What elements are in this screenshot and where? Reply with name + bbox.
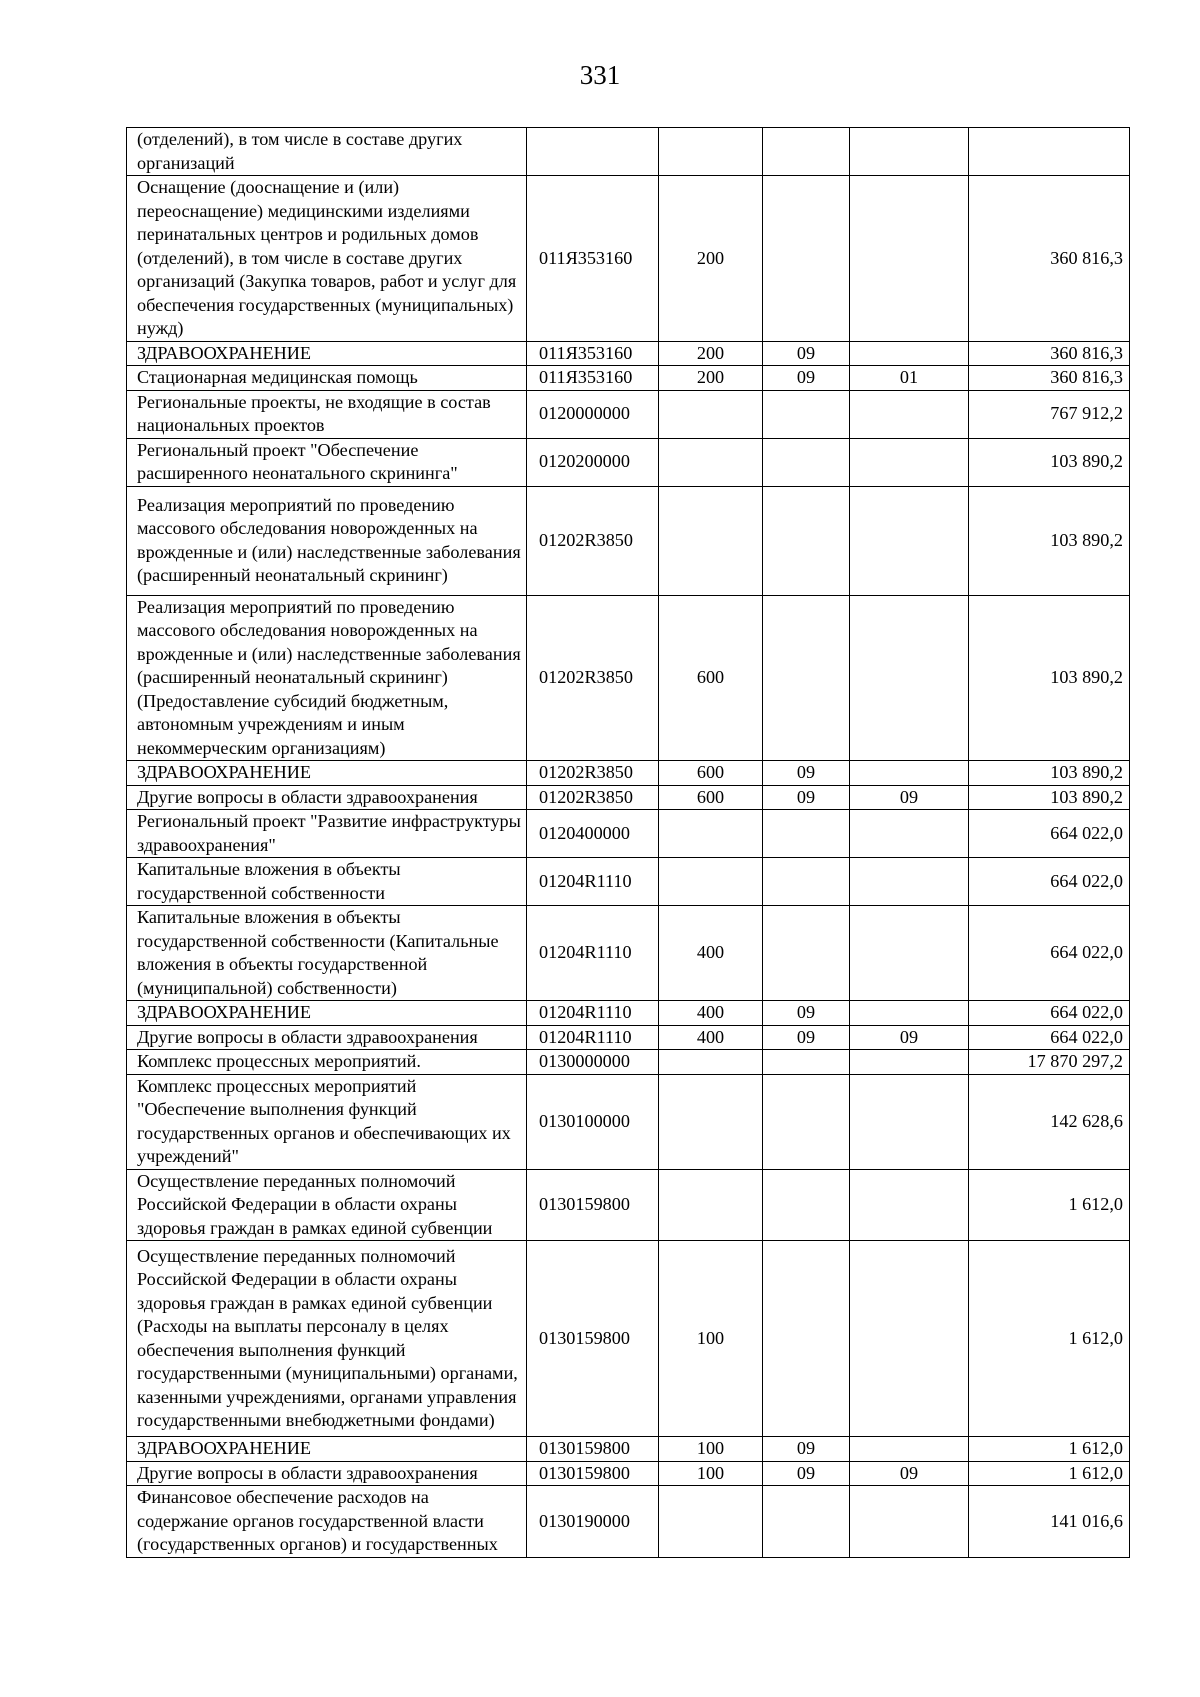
table-row [127, 1437, 1130, 1462]
cell-amount: 1 612,0 [969, 1461, 1130, 1486]
cell-section [763, 390, 850, 438]
cell-amount: 1 612,0 [969, 1169, 1130, 1241]
page-number: 331 [579, 60, 621, 90]
cell-expense-type: 600 [659, 595, 763, 761]
table-row [127, 1169, 1130, 1241]
cell-name: Другие вопросы в области здравоохранения [127, 1461, 527, 1486]
cell-amount: 141 016,6 [969, 1486, 1130, 1558]
cell-subsection [850, 486, 969, 595]
cell-subsection [850, 176, 969, 342]
cell-name: Региональные проекты, не входящие в состав национальных проектов [127, 390, 527, 438]
cell-section [763, 1486, 850, 1558]
cell-target-code: 01202R3850 [527, 595, 659, 761]
cell-target-code: 01202R3850 [527, 486, 659, 595]
cell-amount: 103 890,2 [969, 595, 1130, 761]
cell-name: ЗДРАВООХРАНЕНИЕ [127, 1001, 527, 1026]
cell-amount: 142 628,6 [969, 1074, 1130, 1169]
table-row [127, 785, 1130, 810]
table-row [127, 1001, 1130, 1026]
cell-subsection [850, 1437, 969, 1462]
cell-target-code: 0130159800 [527, 1241, 659, 1437]
cell-name: Другие вопросы в области здравоохранения [127, 785, 527, 810]
cell-amount: 103 890,2 [969, 438, 1130, 486]
cell-target-code: 0130000000 [527, 1050, 659, 1075]
cell-expense-type: 400 [659, 906, 763, 1001]
cell-expense-type: 100 [659, 1437, 763, 1462]
cell-name: Осуществление переданных полномочий Российской Федерации в области охраны здоровья граждан в рамках единой субвенции [127, 1169, 527, 1241]
table-row [127, 1461, 1130, 1486]
cell-subsection: 09 [850, 1461, 969, 1486]
cell-name: Региональный проект "Развитие инфраструктуры здравоохранения" [127, 810, 527, 858]
cell-name: ЗДРАВООХРАНЕНИЕ [127, 761, 527, 786]
cell-subsection: 01 [850, 366, 969, 391]
cell-section [763, 1169, 850, 1241]
cell-expense-type [659, 128, 763, 176]
cell-section [763, 486, 850, 595]
cell-subsection [850, 1001, 969, 1026]
cell-target-code: 01204R1110 [527, 906, 659, 1001]
cell-name: Финансовое обеспечение расходов на содержание органов государственной власти (государственных органов) и государственных [127, 1486, 527, 1558]
cell-expense-type: 600 [659, 785, 763, 810]
cell-amount: 664 022,0 [969, 858, 1130, 906]
cell-subsection [850, 341, 969, 366]
cell-amount: 360 816,3 [969, 341, 1130, 366]
cell-target-code: 01204R1110 [527, 1001, 659, 1026]
table-row [127, 761, 1130, 786]
cell-expense-type: 400 [659, 1025, 763, 1050]
cell-target-code: 01204R1110 [527, 1025, 659, 1050]
cell-target-code: 0130100000 [527, 1074, 659, 1169]
cell-name: Капитальные вложения в объекты государственной собственности (Капитальные вложения в объекты государственной (муниципальной) собственности) [127, 906, 527, 1001]
cell-subsection [850, 438, 969, 486]
table-row [127, 1025, 1130, 1050]
cell-section: 09 [763, 341, 850, 366]
cell-target-code: 0120000000 [527, 390, 659, 438]
cell-expense-type: 400 [659, 1001, 763, 1026]
cell-section [763, 1074, 850, 1169]
cell-amount: 103 890,2 [969, 486, 1130, 595]
cell-name: ЗДРАВООХРАНЕНИЕ [127, 1437, 527, 1462]
cell-expense-type [659, 390, 763, 438]
table-row [127, 366, 1130, 391]
cell-section: 09 [763, 1437, 850, 1462]
cell-expense-type [659, 810, 763, 858]
cell-section [763, 128, 850, 176]
cell-amount: 664 022,0 [969, 1025, 1130, 1050]
cell-expense-type: 100 [659, 1461, 763, 1486]
cell-expense-type: 600 [659, 761, 763, 786]
table-row [127, 390, 1130, 438]
cell-subsection [850, 390, 969, 438]
cell-expense-type: 200 [659, 366, 763, 391]
cell-name: Стационарная медицинская помощь [127, 366, 527, 391]
cell-subsection: 09 [850, 1025, 969, 1050]
cell-subsection [850, 1169, 969, 1241]
cell-section [763, 438, 850, 486]
cell-target-code: 0120400000 [527, 810, 659, 858]
cell-subsection [850, 1241, 969, 1437]
table-row [127, 810, 1130, 858]
table-row [127, 486, 1130, 595]
cell-target-code: 011Я353160 [527, 341, 659, 366]
cell-target-code [527, 128, 659, 176]
cell-amount: 17 870 297,2 [969, 1050, 1130, 1075]
cell-section [763, 176, 850, 342]
cell-expense-type [659, 438, 763, 486]
cell-amount: 360 816,3 [969, 176, 1130, 342]
cell-section [763, 906, 850, 1001]
cell-target-code: 0130159800 [527, 1437, 659, 1462]
cell-subsection [850, 761, 969, 786]
cell-section: 09 [763, 366, 850, 391]
cell-amount: 1 612,0 [969, 1241, 1130, 1437]
cell-target-code: 011Я353160 [527, 176, 659, 342]
table-row [127, 438, 1130, 486]
cell-expense-type [659, 1050, 763, 1075]
table-row [127, 858, 1130, 906]
cell-target-code: 01202R3850 [527, 761, 659, 786]
cell-name: Реализация мероприятий по проведению массового обследования новорожденных на врожденные и (или) наследственные заболевания (расширенный неонатальный скрининг) (Предоставление субсидий бюджетным, автономным учреждениям и иным некоммерческим организациям) [127, 595, 527, 761]
cell-amount: 103 890,2 [969, 761, 1130, 786]
cell-subsection [850, 595, 969, 761]
cell-name: Оснащение (дооснащение и (или) переоснащение) медицинскими изделиями перинатальных центров и родильных домов (отделений), в том числе в составе других организаций (Закупка товаров, работ и услуг для обеспечения государственных (муниципальных) нужд) [127, 176, 527, 342]
cell-target-code: 0130190000 [527, 1486, 659, 1558]
cell-expense-type: 200 [659, 341, 763, 366]
cell-section: 09 [763, 785, 850, 810]
cell-subsection [850, 1050, 969, 1075]
cell-name: Осуществление переданных полномочий Российской Федерации в области охраны здоровья граждан в рамках единой субвенции (Расходы на выплаты персоналу в целях обеспечения выполнения функций государственными (муниципальными) органами, казенными учреждениями, органами управления государственными внебюджетными фондами) [127, 1241, 527, 1437]
cell-subsection [850, 906, 969, 1001]
table-row [127, 1074, 1130, 1169]
cell-amount: 103 890,2 [969, 785, 1130, 810]
cell-expense-type: 200 [659, 176, 763, 342]
cell-target-code: 0120200000 [527, 438, 659, 486]
cell-section [763, 858, 850, 906]
cell-target-code: 0130159800 [527, 1169, 659, 1241]
cell-target-code: 01204R1110 [527, 858, 659, 906]
cell-target-code: 0130159800 [527, 1461, 659, 1486]
cell-section: 09 [763, 1461, 850, 1486]
table-row [127, 906, 1130, 1001]
cell-name: Региональный проект "Обеспечение расширенного неонатального скрининга" [127, 438, 527, 486]
table-row [127, 176, 1130, 342]
budget-table [126, 127, 1130, 1558]
table-row [127, 128, 1130, 176]
table-row [127, 1241, 1130, 1437]
cell-subsection [850, 128, 969, 176]
cell-amount: 664 022,0 [969, 906, 1130, 1001]
cell-section [763, 810, 850, 858]
cell-section: 09 [763, 1001, 850, 1026]
cell-name: Комплекс процессных мероприятий "Обеспечение выполнения функций государственных органов и обеспечивающих их учреждений" [127, 1074, 527, 1169]
cell-section [763, 1241, 850, 1437]
cell-expense-type [659, 486, 763, 595]
cell-subsection [850, 810, 969, 858]
cell-amount: 360 816,3 [969, 366, 1130, 391]
table-row [127, 595, 1130, 761]
cell-name: ЗДРАВООХРАНЕНИЕ [127, 341, 527, 366]
cell-name: Другие вопросы в области здравоохранения [127, 1025, 527, 1050]
cell-target-code: 01202R3850 [527, 785, 659, 810]
cell-amount [969, 128, 1130, 176]
cell-amount: 664 022,0 [969, 810, 1130, 858]
cell-subsection [850, 1486, 969, 1558]
cell-subsection [850, 1074, 969, 1169]
cell-name: (отделений), в том числе в составе других организаций [127, 128, 527, 176]
cell-expense-type: 100 [659, 1241, 763, 1437]
cell-name: Комплекс процессных мероприятий. [127, 1050, 527, 1075]
cell-section: 09 [763, 761, 850, 786]
cell-expense-type [659, 858, 763, 906]
cell-name: Реализация мероприятий по проведению массового обследования новорожденных на врожденные и (или) наследственные заболевания (расширенный неонатальный скрининг) [127, 486, 527, 595]
table-row [127, 341, 1130, 366]
table-row [127, 1486, 1130, 1558]
cell-amount: 767 912,2 [969, 390, 1130, 438]
cell-amount: 1 612,0 [969, 1437, 1130, 1462]
cell-expense-type [659, 1169, 763, 1241]
cell-expense-type [659, 1074, 763, 1169]
cell-expense-type [659, 1486, 763, 1558]
cell-amount: 664 022,0 [969, 1001, 1130, 1026]
cell-target-code: 011Я353160 [527, 366, 659, 391]
cell-section [763, 1050, 850, 1075]
cell-subsection: 09 [850, 785, 969, 810]
cell-subsection [850, 858, 969, 906]
cell-name: Капитальные вложения в объекты государственной собственности [127, 858, 527, 906]
table-row [127, 1050, 1130, 1075]
cell-section [763, 595, 850, 761]
cell-section: 09 [763, 1025, 850, 1050]
table-body [127, 128, 1130, 1558]
